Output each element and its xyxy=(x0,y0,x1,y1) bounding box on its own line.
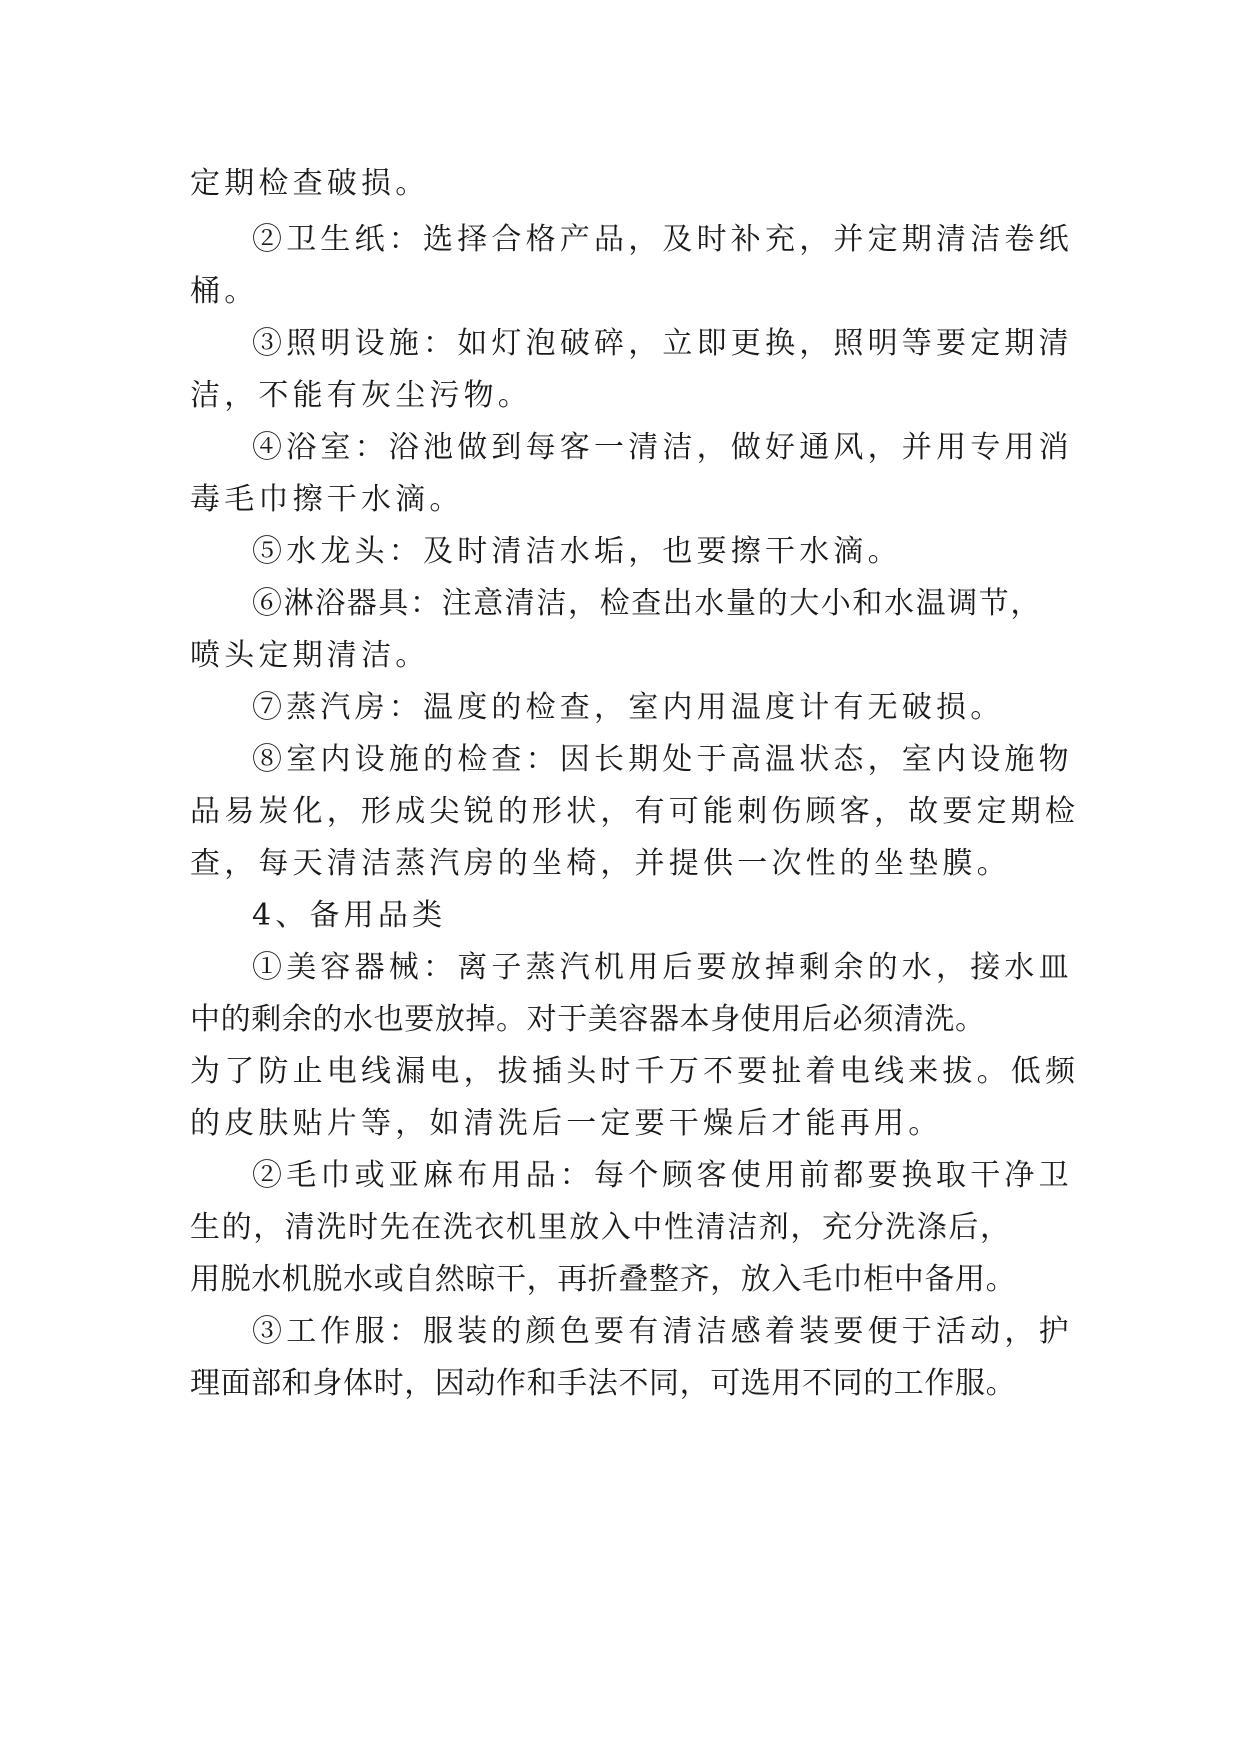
section-heading: 4、备用品类 xyxy=(252,898,447,933)
text-line: 洁，不能有灰尘污物。 xyxy=(190,378,532,413)
text-line: 理面部和身体时，因动作和手法不同，可选用不同的工作服。 xyxy=(190,1366,1017,1401)
text-line: 定期检查破损。 xyxy=(190,166,430,201)
text-line: ②毛巾或亚麻布用品：每个顾客使用前都要换取干净卫 xyxy=(252,1158,1073,1193)
text-line: 毒毛巾擦干水滴。 xyxy=(190,482,464,517)
text-line: ②卫生纸：选择合格产品，及时补充，并定期清洁卷纸 xyxy=(252,222,1073,257)
text-line: ①美容器械：离子蒸汽机用后要放掉剩余的水，接水皿 xyxy=(252,950,1073,985)
text-line: 喷头定期清洁。 xyxy=(190,638,430,673)
text-line: ⑧室内设施的检查：因长期处于高温状态，室内设施物 xyxy=(252,742,1073,777)
text-line: ③照明设施：如灯泡破碎，立即更换，照明等要定期清 xyxy=(252,326,1073,361)
text-line: 品易炭化，形成尖锐的形状，有可能刺伤顾客，故要定期检 xyxy=(190,794,1080,829)
text-line: 生的，清洗时先在洗衣机里放入中性清洁剂，充分洗涤后， xyxy=(190,1210,1012,1245)
text-line: 中的剩余的水也要放掉。对于美容器本身使用后必须清洗。 xyxy=(190,1002,986,1037)
text-line: 用脱水机脱水或自然晾干，再折叠整齐，放入毛巾柜中备用。 xyxy=(190,1262,1017,1297)
text-line: ⑦蒸汽房：温度的检查，室内用温度计有无破损。 xyxy=(252,690,1005,725)
text-line: 为了防止电线漏电，拔插头时千万不要扯着电线来拔。低频 xyxy=(190,1054,1080,1089)
text-line: ④浴室：浴池做到每客一清洁，做好通风，并用专用消 xyxy=(252,430,1073,465)
text-line: ⑥淋浴器具：注意清洁，检查出水量的大小和水温调节， xyxy=(252,586,1042,621)
text-line: 桶。 xyxy=(190,274,259,309)
text-line: ⑤水龙头：及时清洁水垢，也要擦干水滴。 xyxy=(252,534,902,569)
text-line: 查，每天清洁蒸汽房的坐椅，并提供一次性的坐垫膜。 xyxy=(190,846,1011,881)
text-line: 的皮肤贴片等，如清洗后一定要干燥后才能再用。 xyxy=(190,1106,943,1141)
text-line: ③工作服：服装的颜色要有清洁感着装要便于活动，护 xyxy=(252,1314,1073,1349)
